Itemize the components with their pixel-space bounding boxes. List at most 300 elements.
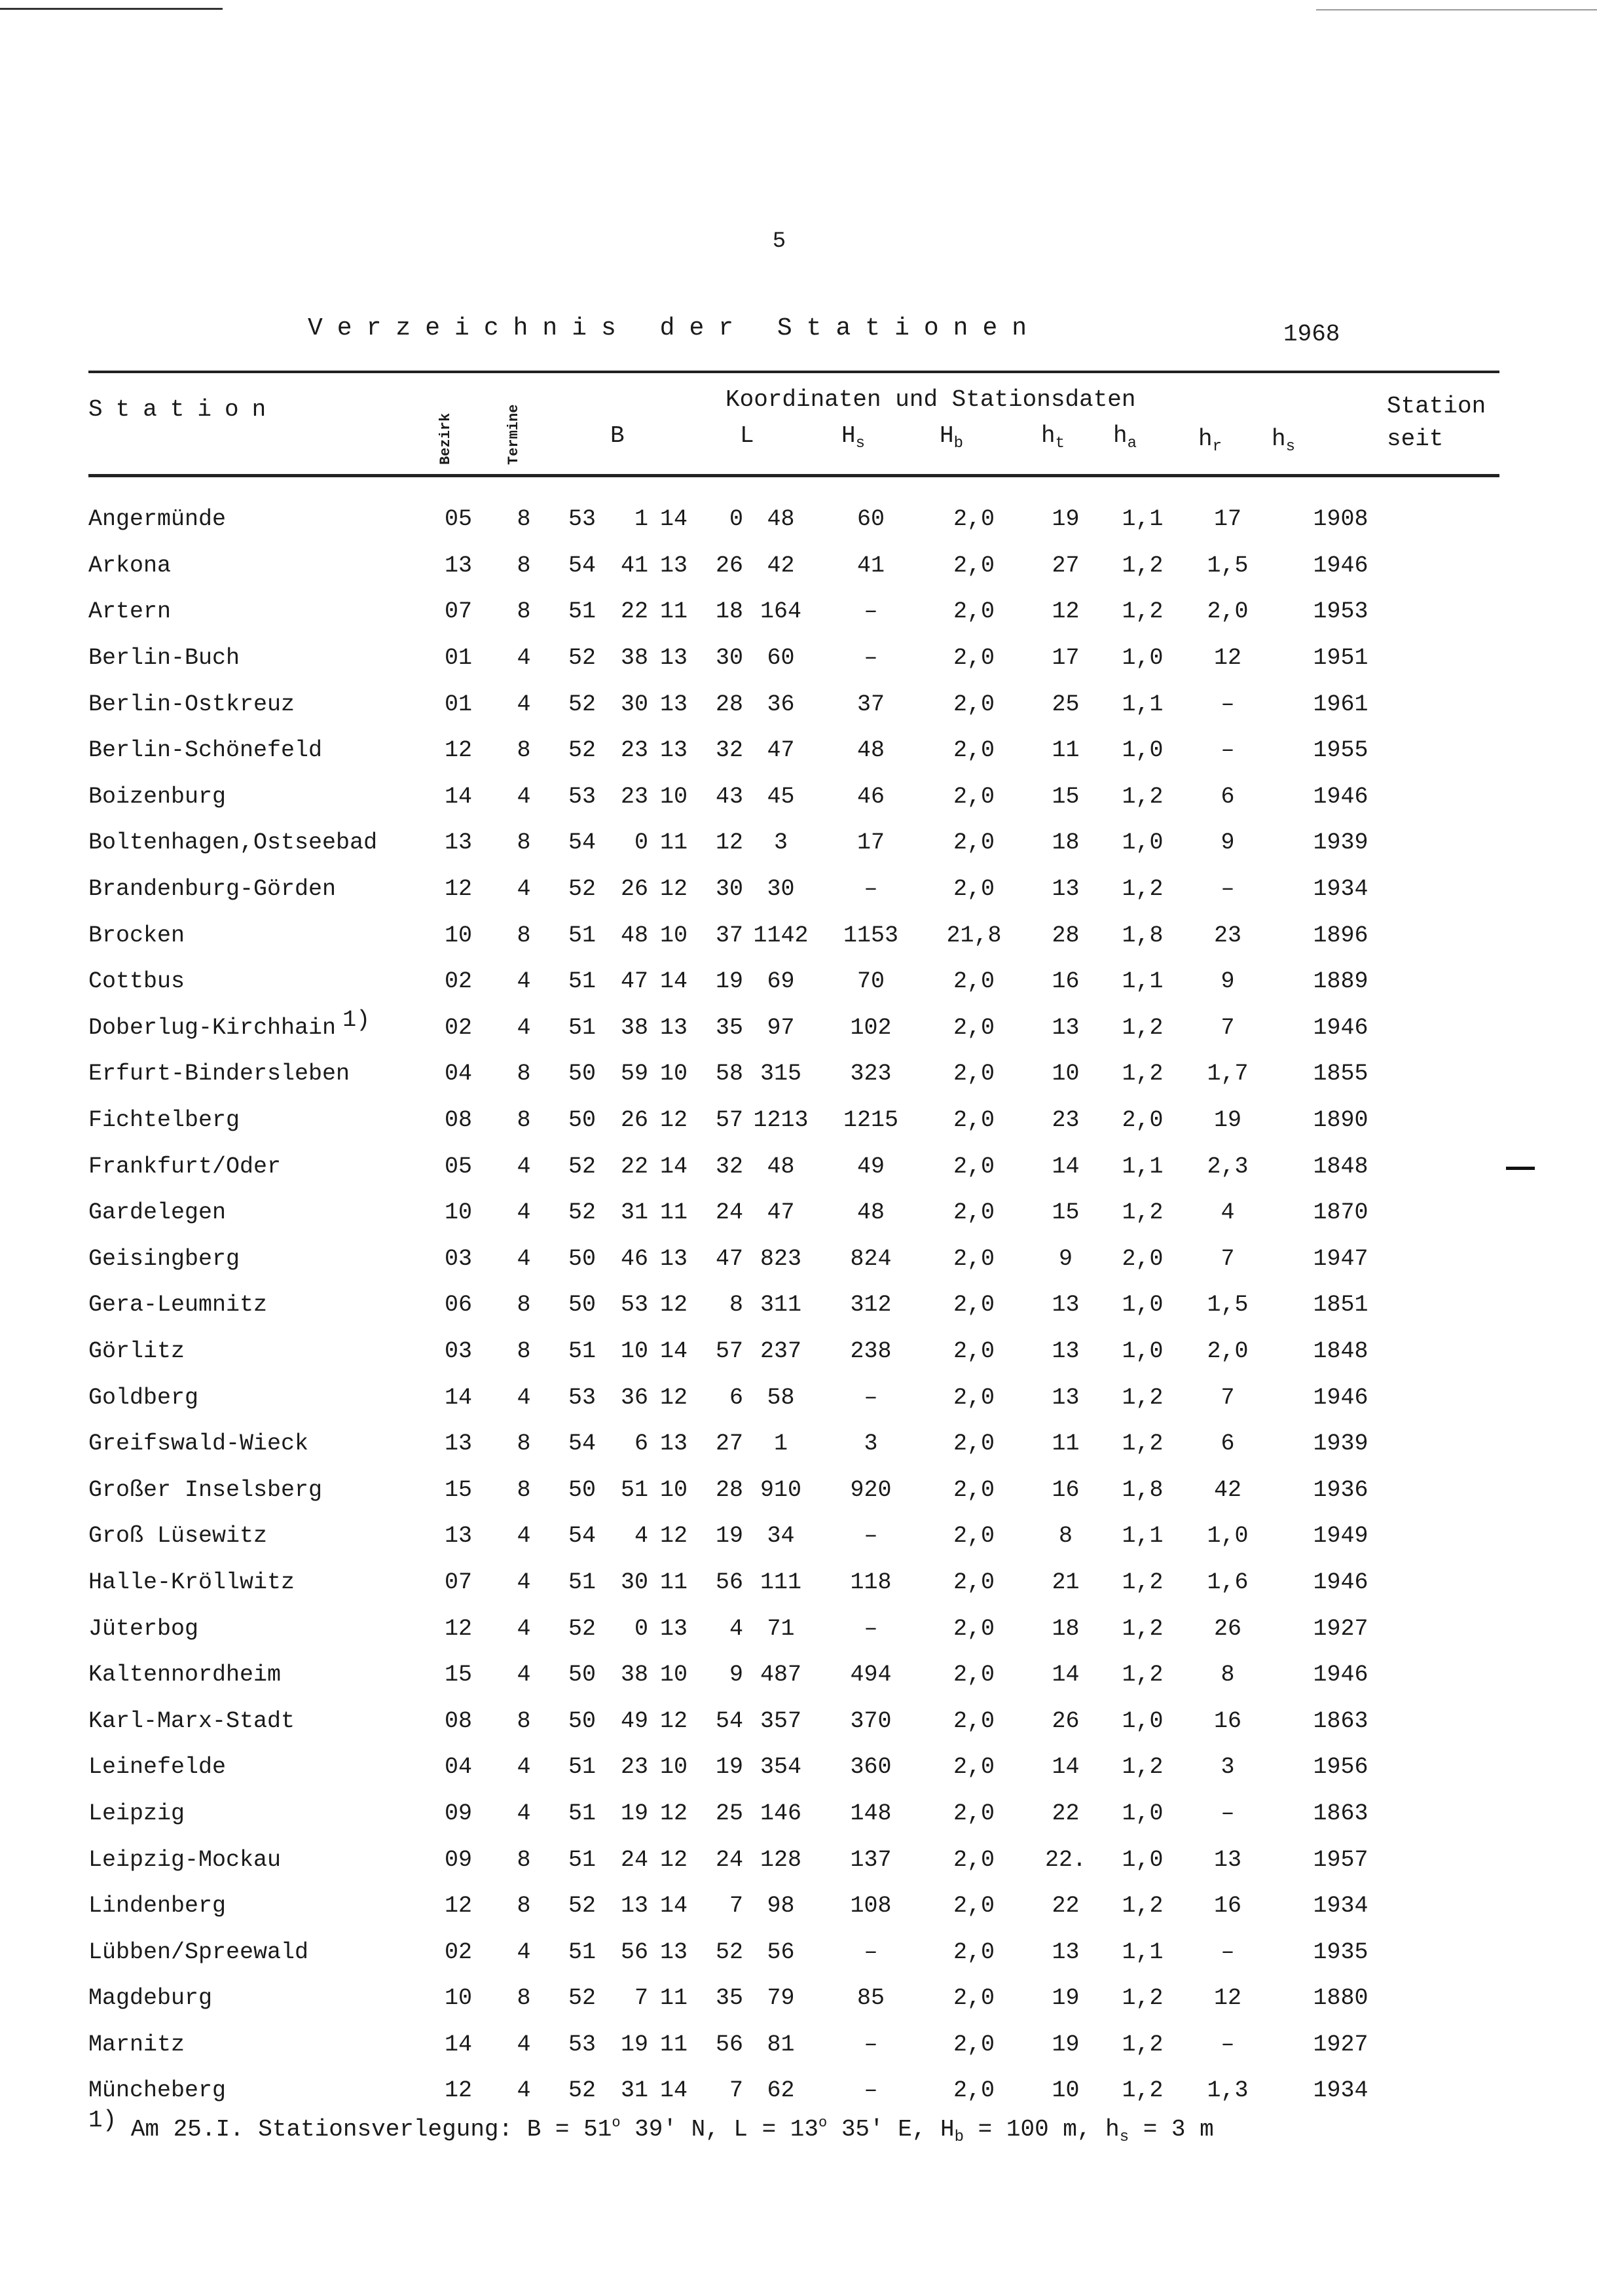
cell-hs2-value: 1,0 [1207,1523,1249,1550]
cell-termine [491,1559,557,1606]
cell-hs2-value: – [1221,1939,1235,1965]
cell-hs [743,635,818,682]
cell-hs-value: 42 [767,552,795,579]
cell-hs-value: 164 [760,598,801,625]
cell-seit-value: 1957 [1313,1846,1368,1873]
cell-bezirk-value: 13 [444,552,472,579]
cell-ha [1025,1652,1107,1698]
cell-termine [491,1374,557,1421]
cell-termine-value: 4 [517,876,531,903]
cell-seit-value: 1848 [1313,1338,1368,1364]
cell-l1 [648,635,688,682]
cell-b2 [596,1975,648,2022]
cell-hs2 [1179,1236,1277,1283]
cell-b2 [596,1744,648,1791]
cell-hr-value: 1,2 [1122,1569,1164,1595]
cell-hs [743,1467,818,1513]
cell-ht-value: 2,0 [953,1476,995,1503]
cell-hs2 [1179,1975,1277,2022]
cell-b2-value: 0 [634,1615,648,1642]
cell-l2-value: 58 [715,1061,743,1087]
cell-hb-value: – [864,1523,878,1550]
cell-hb [818,1836,923,1883]
cell-hb-value: 41 [856,552,885,579]
cell-hr [1107,1282,1179,1328]
cell-hs2-value: 4 [1221,1199,1235,1226]
cell-l2-value: 9 [729,1662,743,1688]
cell-b2 [596,1374,648,1421]
cell-ht-value: 2,0 [953,1662,995,1688]
cell-seit [1277,820,1404,866]
cell-b1-value: 52 [568,691,596,718]
cell-hs [743,1005,818,1051]
cell-ha [1025,1791,1107,1837]
cell-l2-value: 8 [729,1292,743,1319]
cell-ha [1025,2022,1107,2068]
cell-termine-value: 4 [517,1615,531,1642]
cell-ha-value: 11 [1052,1430,1080,1457]
cell-name-value: Großer Inselsberg [88,1476,323,1503]
top-right-rule [1316,9,1597,10]
cell-hb [818,1467,923,1513]
cell-termine [491,2068,557,2114]
cell-hr-value: 1,8 [1122,1476,1164,1503]
cell-hs2 [1179,1097,1277,1144]
cell-hs [743,1097,818,1144]
cell-hr-value: 1,1 [1122,1939,1164,1965]
cell-ht-value: 2,0 [953,1893,995,1920]
cell-name [88,1652,426,1698]
cell-ht-value: 2,0 [953,876,995,903]
cell-l2 [688,1097,743,1144]
cell-termine-value: 4 [517,2077,531,2104]
cell-b1 [557,543,596,589]
cell-termine [491,1513,557,1559]
cell-b1-value: 52 [568,2077,596,2104]
cell-b2-value: 48 [620,922,648,949]
cell-termine [491,1883,557,1929]
cell-hb-value: 48 [856,1199,885,1226]
cell-name [88,774,426,820]
cell-name [88,1605,426,1652]
cell-hs [743,496,818,543]
cell-ht [923,1236,1025,1283]
cell-seit [1277,912,1404,958]
cell-hb-value: 60 [856,506,885,533]
cell-hs2-value: 16 [1213,1707,1241,1734]
cell-hs2-value: 17 [1213,506,1241,533]
header-koordinaten: Koordinaten und Stationsdaten [725,386,1136,413]
cell-b2 [596,1652,648,1698]
cell-ht-value: 2,0 [953,829,995,856]
cell-l1 [648,866,688,913]
cell-hs [743,1698,818,1744]
cell-name-value: Erfurt-Bindersleben [88,1061,350,1087]
cell-bezirk-value: 10 [444,1199,472,1226]
cell-name [88,681,426,727]
cell-ht [923,1190,1025,1236]
cell-termine [491,1652,557,1698]
cell-bezirk-value: 12 [444,2077,472,2104]
cell-ha [1025,1975,1107,2022]
cell-l1 [648,1005,688,1051]
cell-b2 [596,1282,648,1328]
cell-hs2 [1179,912,1277,958]
cell-ha-value: 22. [1044,1846,1086,1873]
cell-ha-value: 13 [1052,1338,1080,1364]
cell-l1 [648,1282,688,1328]
cell-hs-value: 487 [760,1662,801,1688]
cell-ht-value: 2,0 [953,1199,995,1226]
cell-name-value: Berlin-Schönefeld [88,737,323,764]
cell-hb-value: 137 [850,1846,892,1873]
cell-b1 [557,1005,596,1051]
cell-ha-value: 22 [1052,1800,1080,1827]
table-row [88,2068,1404,2114]
table-row [88,1421,1404,1467]
cell-b1 [557,1652,596,1698]
cell-hs2 [1179,1836,1277,1883]
cell-l1-value: 13 [659,1939,688,1965]
cell-hs-value: 60 [767,645,795,672]
cell-bezirk [426,1513,491,1559]
cell-termine-value: 8 [517,1061,531,1087]
cell-bezirk-value: 06 [444,1292,472,1319]
table-row [88,543,1404,589]
cell-hr [1107,1975,1179,2022]
cell-hs2-value: – [1221,737,1235,764]
cell-termine [491,1190,557,1236]
cell-hs2-value: 13 [1213,1846,1241,1873]
cell-bezirk-value: 03 [444,1338,472,1364]
cell-seit [1277,1513,1404,1559]
cell-hb [818,1975,923,2022]
cell-hs-value: 97 [767,1014,795,1041]
cell-name-value: Magdeburg [88,1985,213,2012]
cell-name-value: Angermünde [88,506,227,533]
cell-l1 [648,1836,688,1883]
cell-bezirk [426,543,491,589]
cell-hr [1107,2022,1179,2068]
cell-bezirk [426,820,491,866]
cell-b2 [596,1143,648,1190]
cell-l2 [688,2068,743,2114]
table-row [88,727,1404,774]
header-hs: $H_s$ [841,422,866,452]
cell-l1 [648,1883,688,1929]
cell-hr-value: 1,8 [1122,922,1164,949]
cell-ha-value: 16 [1052,968,1080,995]
cell-hr [1107,635,1179,682]
cell-hs2 [1179,496,1277,543]
cell-l2 [688,2022,743,2068]
cell-ha [1025,1005,1107,1051]
cell-l2 [688,681,743,727]
cell-termine-value: 4 [517,645,531,672]
cell-hr [1107,1513,1179,1559]
cell-ht-value: 2,0 [953,1939,995,1965]
cell-b2 [596,958,648,1005]
cell-ha-value: 19 [1052,506,1080,533]
cell-l1 [648,820,688,866]
cell-hr [1107,1051,1179,1097]
cell-hb [818,1698,923,1744]
cell-seit-value: 1927 [1313,2031,1368,2058]
cell-bezirk-value: 08 [444,1707,472,1734]
cell-hs2-value: 6 [1221,783,1235,810]
cell-bezirk-value: 13 [444,1523,472,1550]
cell-hr-value: 1,0 [1122,645,1164,672]
cell-termine [491,1836,557,1883]
cell-l1 [648,1559,688,1606]
cell-bezirk [426,1190,491,1236]
cell-b1-value: 53 [568,506,596,533]
cell-hb [818,1559,923,1606]
cell-b2 [596,1467,648,1513]
cell-l2-value: 19 [715,968,743,995]
cell-ha [1025,958,1107,1005]
cell-b1 [557,1836,596,1883]
cell-seit [1277,1791,1404,1837]
cell-ht [923,1559,1025,1606]
cell-hb-value: 148 [850,1800,892,1827]
cell-bezirk [426,1929,491,1975]
cell-b2 [596,774,648,820]
cell-hr-value: 1,0 [1122,737,1164,764]
cell-l2 [688,1421,743,1467]
cell-hs2-value: – [1221,1800,1235,1827]
cell-b2 [596,635,648,682]
cell-b2-value: 7 [634,1985,648,2012]
cell-hs2 [1179,1328,1277,1375]
cell-ht-value: 2,0 [953,1523,995,1550]
cell-l1 [648,589,688,635]
cell-bezirk-value: 02 [444,968,472,995]
cell-ht [923,1328,1025,1375]
cell-hs2 [1179,2022,1277,2068]
cell-seit-value: 1946 [1313,1384,1368,1411]
cell-seit [1277,635,1404,682]
header-hb: $H_b$ [940,422,964,452]
cell-l2-value: 43 [715,783,743,810]
cell-name-value: Berlin-Ostkreuz [88,691,295,718]
header-station-seit-2: seit [1387,426,1444,452]
table-row [88,681,1404,727]
cell-hr-value: 1,2 [1122,2031,1164,2058]
cell-hs2-value: 1,5 [1207,1292,1249,1319]
cell-b2 [596,1883,648,1929]
cell-hs-value: 36 [767,691,795,718]
cell-ht [923,1791,1025,1837]
cell-hs [743,1051,818,1097]
cell-name [88,866,426,913]
cell-l1-value: 11 [659,1569,688,1595]
cell-name [88,1421,426,1467]
cell-b2-value: 51 [620,1476,648,1503]
cell-b1-value: 52 [568,1199,596,1226]
cell-l2-value: 4 [729,1615,743,1642]
cell-l1-value: 12 [659,1523,688,1550]
cell-seit [1277,1559,1404,1606]
header-top-rule [88,371,1499,373]
cell-hr [1107,1467,1179,1513]
cell-l1-value: 14 [659,1893,688,1920]
cell-b2 [596,727,648,774]
cell-bezirk-value: 02 [444,1939,472,1965]
cell-ha [1025,589,1107,635]
cell-name-value: Cottbus [88,968,185,995]
cell-b1 [557,1791,596,1837]
cell-hb [818,866,923,913]
cell-b2 [596,1236,648,1283]
cell-seit [1277,1282,1404,1328]
cell-hr [1107,774,1179,820]
cell-seit [1277,1236,1404,1283]
cell-hs-value: 823 [760,1245,801,1272]
cell-name [88,1467,426,1513]
cell-hs2-value: 2,0 [1207,1338,1249,1364]
cell-l1-value: 12 [659,1292,688,1319]
cell-name-value: Leipzig [88,1800,185,1827]
cell-hb-value: 49 [856,1153,885,1180]
cell-l2 [688,1744,743,1791]
cell-l2-value: 27 [715,1430,743,1457]
cell-hs [743,589,818,635]
cell-b2 [596,1051,648,1097]
cell-hs [743,2022,818,2068]
cell-hb [818,1097,923,1144]
station-rows [88,496,1404,2114]
cell-termine [491,1744,557,1791]
cell-bezirk [426,1467,491,1513]
cell-hb [818,1236,923,1283]
cell-l1 [648,1190,688,1236]
cell-l2 [688,1328,743,1375]
cell-seit-value: 1851 [1313,1292,1368,1319]
header-hr: $h_r$ [1198,426,1222,456]
cell-hb [818,1005,923,1051]
cell-name [88,1883,426,1929]
cell-hs2 [1179,681,1277,727]
cell-name [88,1143,426,1190]
cell-hs [743,1836,818,1883]
cell-hs [743,1791,818,1837]
cell-l1-value: 10 [659,1476,688,1503]
cell-bezirk [426,681,491,727]
cell-ha-value: 28 [1052,922,1080,949]
cell-hs2 [1179,774,1277,820]
cell-name-value: Brandenburg-Görden [88,876,337,903]
cell-hs [743,1975,818,2022]
cell-b1-value: 54 [568,1523,596,1550]
cell-l2-value: 7 [729,2077,743,2104]
cell-seit-value: 1947 [1313,1245,1368,1272]
cell-seit-value: 1961 [1313,691,1368,718]
cell-b2-value: 4 [634,1523,648,1550]
cell-hs [743,1605,818,1652]
degree-sign-1: o [612,2115,621,2131]
cell-ht-value: 2,0 [953,2031,995,2058]
cell-termine [491,1097,557,1144]
cell-name-value: Marnitz [88,2031,185,2058]
cell-b1-value: 53 [568,783,596,810]
cell-hs-value: 1213 [753,1107,809,1134]
cell-hr [1107,727,1179,774]
cell-name-value: Berlin-Buch [88,645,240,672]
cell-ht-value: 2,0 [953,1569,995,1595]
cell-hb [818,820,923,866]
cell-hb-value: 824 [850,1245,892,1272]
cell-bezirk [426,1559,491,1606]
cell-name [88,1236,426,1283]
cell-ha-value: 19 [1052,1985,1080,2012]
cell-ha [1025,1236,1107,1283]
cell-hr [1107,681,1179,727]
cell-ht [923,1652,1025,1698]
footnote-text-c: 35' E, H [827,2116,955,2143]
cell-hb [818,1051,923,1097]
cell-name [88,1559,426,1606]
cell-hr [1107,866,1179,913]
cell-b1 [557,589,596,635]
cell-b1-value: 51 [568,1338,596,1364]
cell-name [88,1097,426,1144]
cell-hb-value: 370 [850,1707,892,1734]
cell-hs [743,1236,818,1283]
cell-hr-value: 1,2 [1122,1893,1164,1920]
cell-ht-value: 21,8 [946,922,1002,949]
cell-hr-value: 1,1 [1122,506,1164,533]
cell-termine [491,1282,557,1328]
cell-b1 [557,1605,596,1652]
cell-hr [1107,1605,1179,1652]
cell-b1-value: 50 [568,1662,596,1688]
cell-hb [818,774,923,820]
cell-l1-value: 10 [659,922,688,949]
cell-seit [1277,1051,1404,1097]
cell-l1 [648,1652,688,1698]
cell-hb [818,2022,923,2068]
cell-hb [818,1143,923,1190]
degree-sign-2: o [818,2115,828,2131]
cell-hr-value: 1,2 [1122,783,1164,810]
cell-ht-value: 2,0 [953,783,995,810]
cell-l1 [648,543,688,589]
cell-seit [1277,866,1404,913]
cell-name-value: Goldberg [88,1384,199,1411]
cell-ha-value: 14 [1052,1153,1080,1180]
cell-seit-value: 1939 [1313,1430,1368,1457]
cell-l2 [688,1051,743,1097]
cell-l2-value: 19 [715,1754,743,1781]
cell-ha-value: 13 [1052,1384,1080,1411]
cell-bezirk [426,1605,491,1652]
cell-bezirk [426,635,491,682]
cell-l1-value: 14 [659,2077,688,2104]
cell-l1 [648,1374,688,1421]
cell-name [88,1929,426,1975]
cell-name-value: Boltenhagen,Ostseebad [88,829,378,856]
cell-b2-value: 23 [620,737,648,764]
cell-ha [1025,1097,1107,1144]
cell-ha-value: 25 [1052,691,1080,718]
cell-b1-value: 51 [568,1800,596,1827]
cell-seit-value: 1934 [1313,1893,1368,1920]
cell-l1 [648,1975,688,2022]
cell-seit [1277,1975,1404,2022]
cell-hs [743,1652,818,1698]
cell-l2 [688,727,743,774]
